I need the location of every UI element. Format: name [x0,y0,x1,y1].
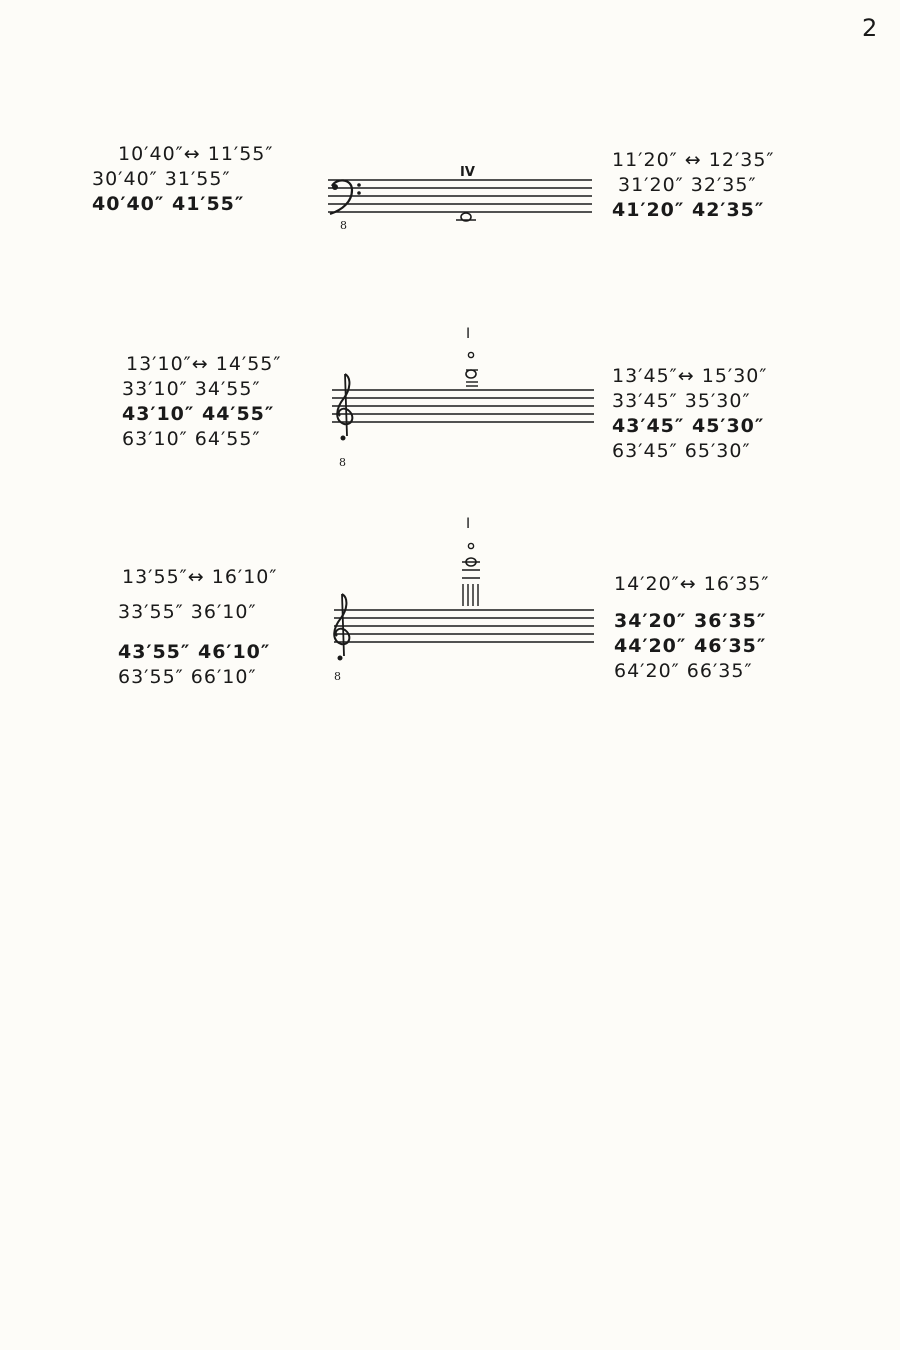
timing-line: 34′20″ 36′35″ [614,610,767,632]
string-label: IV [460,165,475,180]
timing-line: 13′45″↔ 15′30″ [612,365,768,387]
timing-line: 43′55″ 46′10″ [118,641,271,663]
harmonic-circle-icon [468,543,473,548]
timing-line: 41′20″ 42′35″ [612,199,765,221]
timing-line: 11′20″ ↔ 12′35″ [612,149,775,171]
timing-line: 14′20″↔ 16′35″ [614,573,770,595]
timing-line: 13′10″↔ 14′55″ [126,353,282,375]
timing-line: 63′55″ 66′10″ [118,666,257,688]
timing-line: 13′55″↔ 16′10″ [122,566,278,588]
timing-line: 33′45″ 35′30″ [612,390,751,412]
staff-lines [334,610,594,642]
octave-mark: 8 [340,219,347,232]
timing-line: 33′55″ 36′10″ [118,601,257,623]
octave-mark: 8 [334,670,341,683]
timing-line: 30′40″ 31′55″ [92,168,231,190]
octave-mark: 8 [339,456,346,469]
timing-line: 64′20″ 66′35″ [614,660,753,682]
timing-line: 63′45″ 65′30″ [612,440,751,462]
system-3-right-timings [614,572,770,684]
timing-line: 31′20″ 32′35″ [618,174,757,196]
timing-line: 40′40″ 41′55″ [92,193,245,215]
timing-line: 63′10″ 64′55″ [122,428,261,450]
string-label: I [466,326,471,342]
timing-line: 43′45″ 45′30″ [612,415,765,437]
ledger-lines [463,584,478,606]
timing-line: 43′10″ 44′55″ [122,403,275,425]
whole-note-icon [462,558,480,578]
timing-line: 33′10″ 34′55″ [122,378,261,400]
treble-clef-icon [334,594,349,661]
string-label: I [466,516,471,532]
page-number: 2 [862,14,878,42]
timing-line: 10′40″↔ 11′55″ [118,143,274,165]
timing-line: 44′20″ 46′35″ [614,635,767,657]
